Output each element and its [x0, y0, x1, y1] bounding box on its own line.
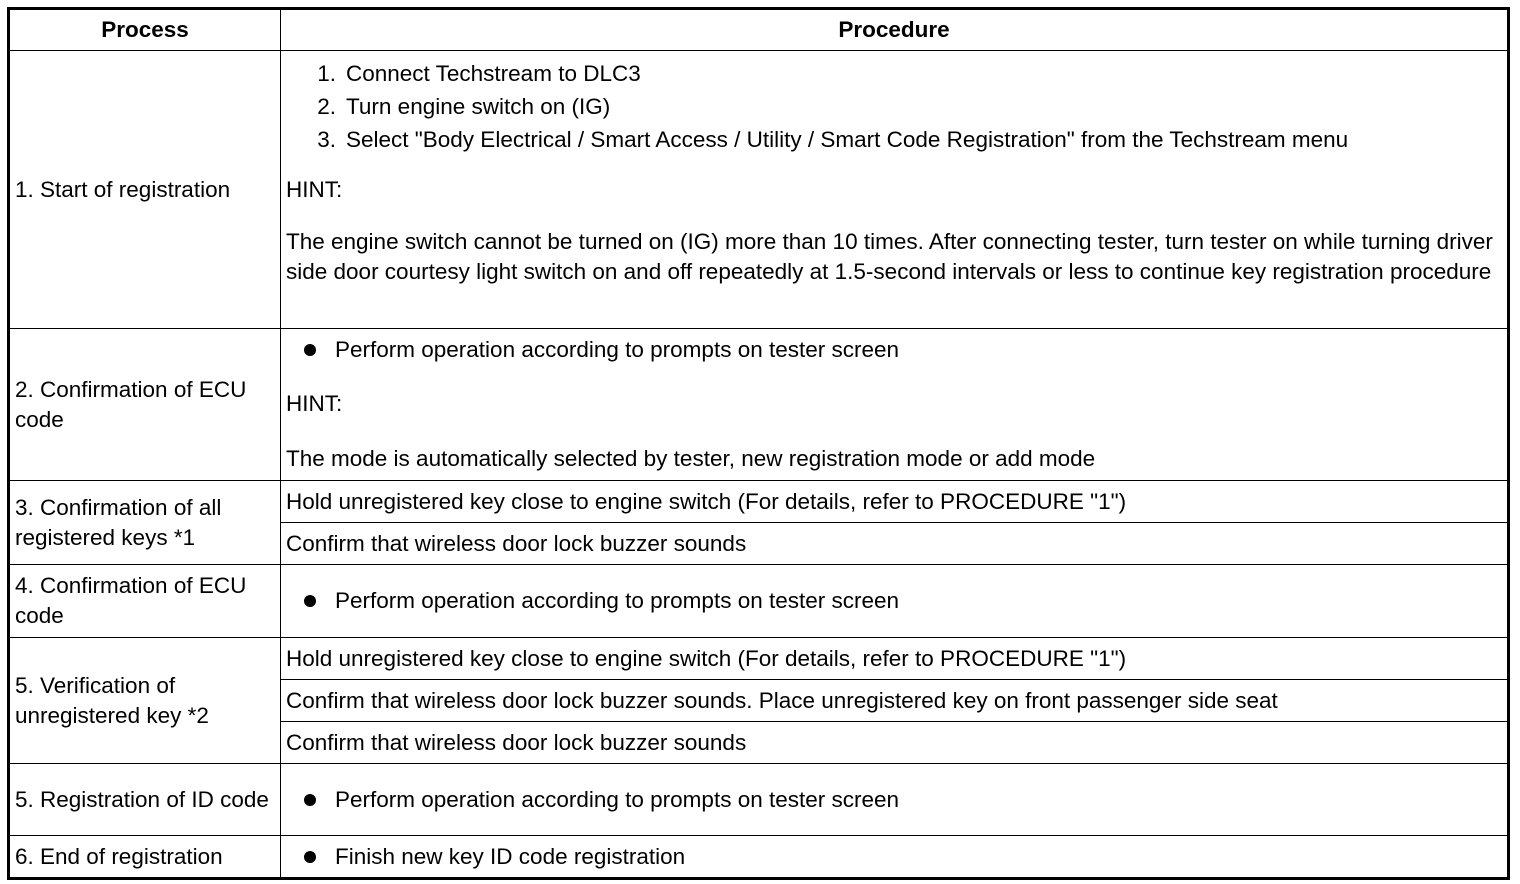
procedure-cell: Confirm that wireless door lock buzzer sounds — [281, 523, 1509, 565]
bullet-text: Finish new key ID code registration — [335, 843, 686, 869]
procedure-cell: Hold unregistered key close to engine switch (For details, refer to PROCEDURE "1") — [281, 638, 1509, 680]
bullet-item — [286, 586, 1502, 616]
bullet-text: Perform operation according to prompts on tester screen — [335, 337, 900, 362]
procedure-cell — [281, 565, 1509, 638]
bullet-item — [286, 335, 1502, 365]
bullet-icon — [304, 851, 316, 863]
table-row — [9, 51, 1509, 329]
table-row — [9, 565, 1509, 638]
bullet-item — [286, 842, 1502, 872]
header-row — [9, 9, 1509, 51]
hint-label: HINT: — [286, 177, 343, 202]
list-item — [286, 57, 1502, 90]
bullet-text: Perform operation according to prompts on tester screen — [335, 588, 900, 613]
bullet-icon — [304, 595, 316, 607]
step-list — [286, 57, 1502, 156]
procedure-cell — [281, 51, 1509, 329]
process-cell: 4. Confirmation of ECU code — [9, 565, 281, 638]
header-process: Process — [9, 9, 281, 51]
procedure-cell: Hold unregistered key close to engine switch (For details, refer to PROCEDURE "1") — [281, 481, 1509, 523]
process-cell: 6. End of registration — [9, 836, 281, 879]
step-number: 2. — [317, 94, 336, 119]
table-row — [9, 836, 1509, 879]
header-procedure: Procedure — [281, 9, 1509, 51]
table-row — [9, 764, 1509, 836]
process-cell: 5. Verification of unregistered key *2 — [9, 638, 281, 764]
hint-text: The engine switch cannot be turned on (IG) more than 10 times. After connecting tester, turn tester on while turning driver side door courtesy light switch on and off repeatedly at 1.5-second intervals or less to continue key registration procedure — [286, 229, 1493, 284]
bullet-text: Perform operation according to prompts on tester screen — [335, 786, 900, 812]
procedure-cell — [281, 329, 1509, 481]
list-item — [286, 123, 1502, 156]
hint-text: The mode is automatically selected by tester, new registration mode or add mode — [286, 446, 1096, 471]
bullet-icon — [304, 794, 316, 806]
step-text: Turn engine switch on (IG) — [346, 94, 611, 119]
bullet-item — [286, 785, 1502, 815]
table-row — [9, 329, 1509, 481]
step-text: Select "Body Electrical / Smart Access / Utility / Smart Code Registration" from the Techstream menu — [346, 127, 1349, 152]
process-cell: 5. Registration of ID code — [9, 764, 281, 836]
procedure-cell — [281, 836, 1509, 879]
process-cell: 1. Start of registration — [9, 51, 281, 329]
list-item — [286, 90, 1502, 123]
process-cell: 3. Confirmation of all registered keys *1 — [9, 481, 281, 565]
step-number: 3. — [317, 127, 336, 152]
hint-label: HINT: — [286, 391, 343, 416]
table-row — [9, 638, 1509, 680]
procedure-table — [7, 7, 1510, 880]
procedure-cell: Confirm that wireless door lock buzzer sounds — [281, 722, 1509, 764]
table-row — [9, 481, 1509, 523]
process-cell: 2. Confirmation of ECU code — [9, 329, 281, 481]
step-text: Connect Techstream to DLC3 — [346, 61, 641, 86]
bullet-icon — [304, 344, 316, 356]
procedure-cell: Confirm that wireless door lock buzzer sounds. Place unregistered key on front passenger side seat — [281, 680, 1509, 722]
procedure-cell — [281, 764, 1509, 836]
step-number: 1. — [317, 61, 336, 86]
